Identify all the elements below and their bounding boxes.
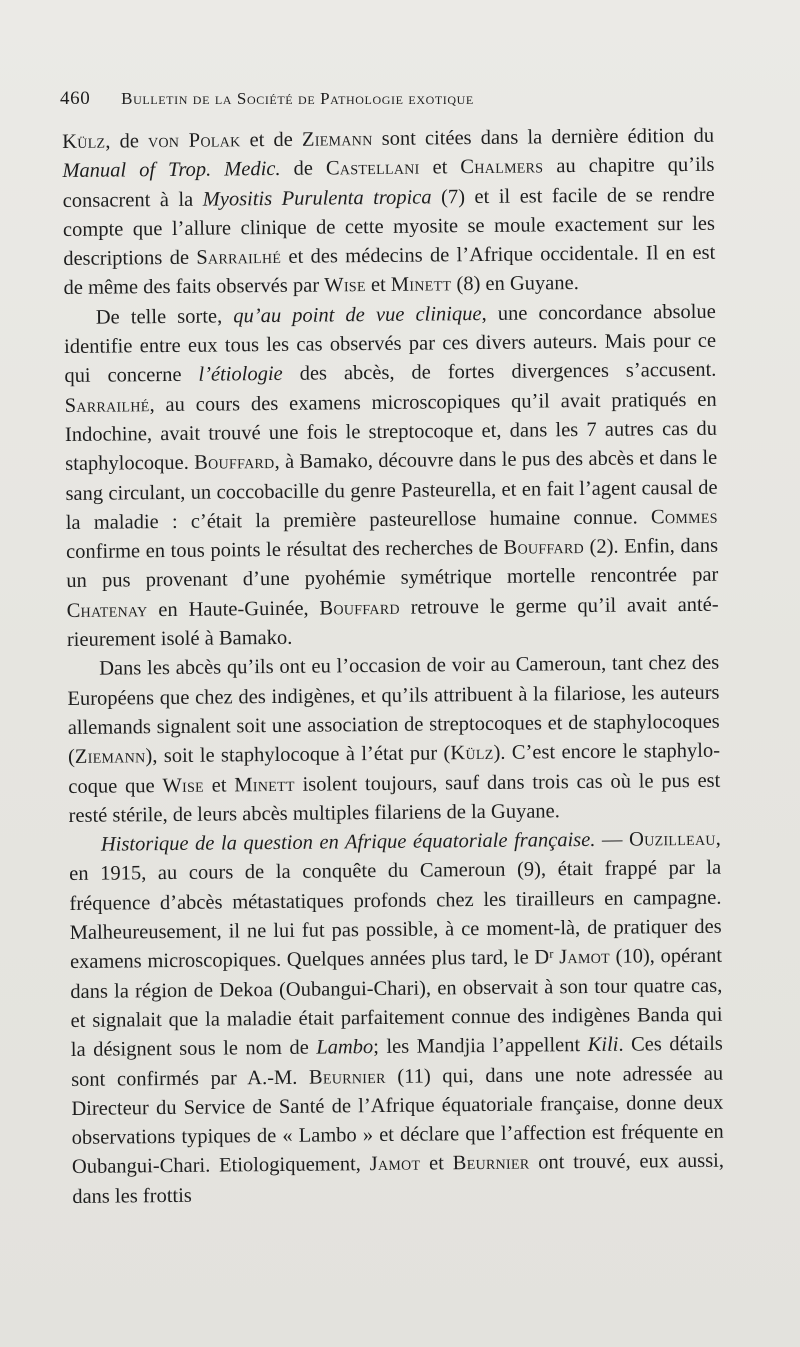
text-run: — (595, 828, 630, 852)
text-run: ; les Mandjia l’appellent (373, 1034, 588, 1059)
italic-run: Historique de la question en Afrique équatoriale française. (100, 829, 596, 856)
paragraph (62, 122, 716, 304)
text-run: , une concordance absolue identifie entre eux tous les cas observés par ces divers auteurs. Mais pour ce qui concerne (63, 300, 717, 388)
author-name: Sarrailhé (196, 246, 282, 269)
page-header (60, 88, 720, 110)
author-name: Beurnier (452, 1151, 530, 1175)
author-name: Minett (390, 273, 452, 297)
text-run: (8) en Guyane. (451, 272, 579, 296)
author-name: Külz (450, 742, 494, 765)
author-name: Ziemann (74, 745, 146, 769)
text-run: de (280, 157, 327, 181)
text-run: et des médecins de l’Afrique occidentale. Il en est de même des faits observés par (63, 241, 716, 300)
text-run: , en 1915, au cours de la conquête du Cameroun (9), était frappé par la fréquence d’abcès métastatiques profonds chez les tirailleurs en campagne. Malheureusement, il ne lui fut pas possible, à ce moment-là, de pratiquer des examens microscopiques. Quelques années plus tard, le Dʳ (69, 827, 722, 974)
text-run: des abcès, de fortes divergences s’accusent. (282, 359, 717, 386)
italic-run: Lambo (316, 1036, 374, 1059)
italic-run: l’étiologie (198, 363, 283, 387)
text-run: . Ces détails sont confirmés par A.-M. (71, 1032, 723, 1091)
author-name: Ziemann (301, 128, 373, 151)
text-run: (2). Enfin, dans un pus provenant d’une pyohémie symétrique mortelle rencontrée par (66, 534, 719, 593)
running-title: Bulletin de la Société de Pathologie exotique (121, 89, 474, 108)
text-run: ), soit le staphylocoque à l’état pur ( (145, 742, 451, 768)
italic-run: Kili (587, 1033, 619, 1057)
italic-run: qu’au point de vue clinique (233, 302, 482, 328)
text-run: et (420, 1152, 453, 1175)
italic-run: Manual of Trop. Medic. (62, 158, 281, 183)
text-run: (7) et il est facile de se rendre compte que l’allure clinique de cette myosite se moule exactement sur les descriptions de (62, 183, 716, 271)
paragraph (69, 825, 725, 1212)
author-name: Jamot (559, 946, 611, 969)
text-run: ). C’est encore le staphylocoque que (68, 739, 721, 798)
italic-run: Myositis Purulenta tropica (202, 186, 432, 211)
author-name: Castellani (325, 156, 420, 180)
text-run: Dans les abcès qu’ils ont eu l’occasion de voir au Cameroun, tant chez des Européens que chez des indigènes, et qu’ils attribuent à la filariose, les auteurs allemands signalent soit une association de streptocoques et de staphylocoques ( (67, 652, 720, 769)
text-run: sont citées dans la dernière édition du (372, 124, 715, 151)
text-run: , au cours des examens microscopiques qu’il avait pratiqués en Indochine, avait trouvé une fois le streptocoque et, dans les 7 autres cas du staphylocoque. (64, 388, 718, 476)
author-name: Jamot (369, 1152, 421, 1176)
author-name: Sarrailhé (64, 393, 150, 417)
text-run: (10), opérant dans la région de Dekoa (Oubangui-Chari), en observait à son tour quatre cas, et signalait que la maladie était parfaitement connue des indigènes Banda qui la désignent sous le nom de (70, 945, 723, 1062)
text-run: , de (105, 130, 149, 153)
author-name: Bouffard (503, 536, 585, 559)
author-name: Beurnier (308, 1065, 386, 1089)
author-name: Wise (162, 774, 205, 797)
text-run: et (365, 274, 391, 297)
author-name: von Polak (147, 129, 241, 153)
paragraph (67, 649, 721, 831)
text-run: au chapitre qu’ils consacrent à la (62, 154, 715, 212)
author-name: Commes (650, 505, 718, 529)
text-run: De telle sorte, (95, 305, 234, 329)
text-run: en Haute-Guinée, (147, 597, 320, 621)
text-run: confirme en tous points le résultat des recherches de (65, 536, 504, 564)
author-name: Chatenay (66, 598, 148, 622)
author-name: Wise (324, 274, 366, 297)
author-name: Bouffard (319, 596, 400, 620)
author-name: Chalmers (460, 155, 544, 179)
text-run: isolent toujours, sauf dans trois cas où le pus est resté stérile, de leurs abcès multiples filariens de la Guyane. (68, 769, 721, 827)
paragraph (64, 298, 719, 656)
text-run: (11) qui, dans une note adressée au Directeur du Service de Santé de l’Afrique équatoriale française, donne deux observations typiques de « Lambo » et déclare que l’affection est fréquente en Oubangui-Chari. Etiologiquement, (71, 1062, 724, 1179)
page-number: 460 (60, 88, 91, 109)
text-run: et (419, 156, 461, 179)
author-name: Bouffard (194, 451, 275, 475)
author-name: Külz (62, 130, 106, 153)
body-text (62, 122, 724, 1212)
text-run: retrouve le germe qu’il avait antérieurement isolé à Bamako. (66, 593, 719, 652)
text-run: ont trouvé, eux aussi, dans les frottis (72, 1150, 725, 1208)
text-run: , à Bamako, découvre dans le pus des abcès et dans le sang circulant, un coccobacille du genre Pasteurella, et en fait l’agent causal de la maladie : c’était la première pasteurellose humaine connue. (65, 446, 718, 534)
text-run: et (203, 773, 235, 797)
author-name: Minett (234, 773, 295, 796)
author-name: Ouzilleau (628, 827, 716, 851)
text-run: et de (240, 128, 303, 152)
